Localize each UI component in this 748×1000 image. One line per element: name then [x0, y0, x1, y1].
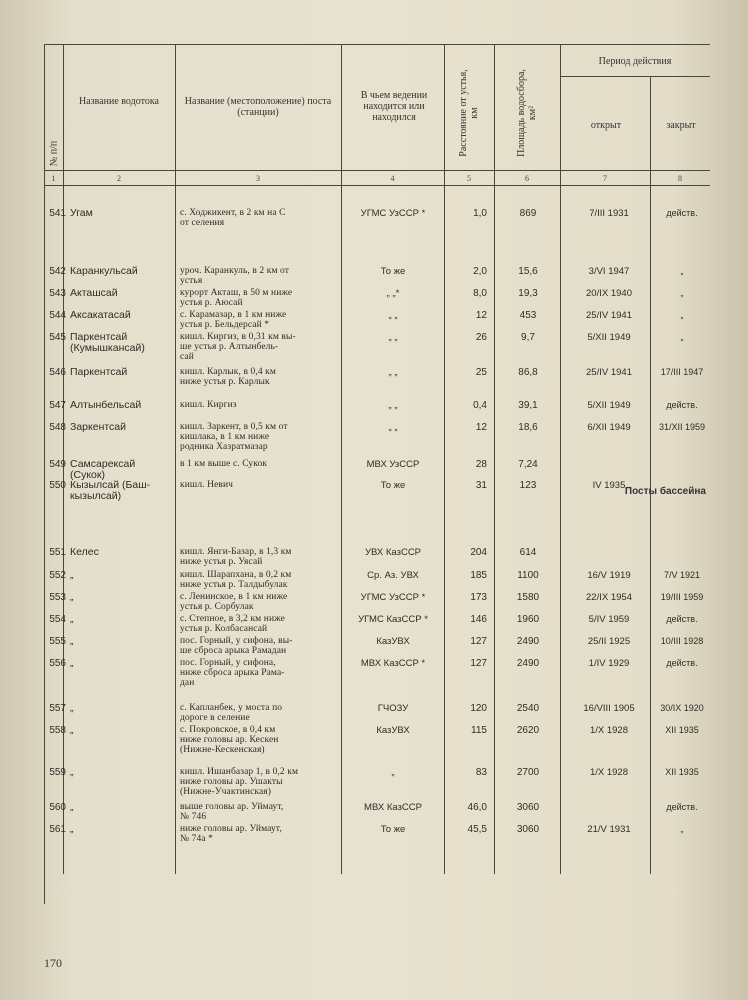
distance-from-mouth: 1,0: [473, 208, 487, 219]
closed-date: действ.: [666, 802, 698, 812]
post-location-line: с. Карамазар, в 1 км ниже: [180, 310, 287, 320]
closed-date: 17/III 1947: [660, 367, 704, 377]
post-location-line: пос. Горный, у сифона,: [180, 658, 276, 668]
catchment-area: 453: [519, 310, 537, 321]
column-divider: [341, 44, 342, 874]
post-location-line: выше головы ар. Уймаут,: [180, 802, 284, 812]
closed-date: действ.: [666, 208, 698, 218]
post-location: [180, 367, 340, 387]
watercourse-name-line: Келес: [70, 546, 99, 558]
post-location: [180, 703, 340, 723]
watercourse-name-line: „: [70, 823, 74, 835]
row-number: 549: [49, 459, 66, 470]
post-location: [180, 266, 340, 286]
catchment-area: 86,8: [518, 367, 538, 378]
post-location-line: устья р. Аюсай: [180, 298, 243, 308]
watercourse-name: [70, 824, 174, 835]
row-number: 555: [49, 636, 66, 647]
opened-date: 25/IV 1941: [586, 367, 632, 378]
catchment-area: 15,6: [518, 266, 538, 277]
watercourse-name: [70, 658, 174, 669]
row-number: 545: [49, 332, 66, 343]
row-number: 550: [49, 480, 66, 491]
post-location-line: (Нижне-Учактинская): [180, 787, 272, 797]
opened-date: 1/X 1928: [589, 725, 629, 736]
closed-date: действ.: [666, 658, 698, 668]
column-number: 2: [117, 174, 121, 183]
catchment-area: 2620: [516, 725, 540, 736]
organization: „ „: [388, 367, 398, 378]
post-location-line: кишл. Заркент, в 0,5 км от: [180, 422, 288, 432]
column-number: 1: [51, 174, 56, 183]
post-location: [180, 614, 340, 634]
post-location-line: ниже головы ар. Ушакты: [180, 777, 283, 787]
column-divider: [175, 44, 176, 874]
opened-date: 21/V 1931: [587, 824, 631, 835]
post-location-line: кишл. Невич: [180, 480, 234, 490]
column-number: 5: [467, 174, 471, 183]
column-divider: [444, 44, 445, 874]
post-location-line: дороге в селение: [180, 713, 250, 723]
post-location: [180, 824, 340, 844]
organization: „ „: [388, 422, 398, 433]
watercourse-name-line: „: [70, 657, 74, 669]
page-number: 170: [44, 956, 62, 970]
watercourse-name-line: Акташсай: [70, 287, 118, 299]
opened-date: 1/X 1928: [589, 767, 629, 778]
catchment-area: 2490: [516, 636, 540, 647]
catchment-area: 39,1: [518, 400, 538, 411]
watercourse-name: [70, 703, 174, 714]
organization: То же: [380, 266, 406, 277]
distance-from-mouth: 12: [475, 422, 487, 433]
distance-from-mouth: 127: [470, 658, 487, 669]
watercourse-name-line: (Сукок): [70, 469, 105, 481]
opened-date: 5/IV 1959: [588, 614, 630, 625]
distance-from-mouth: 185: [470, 570, 487, 581]
watercourse-name: [70, 636, 174, 647]
row-number: 548: [49, 422, 66, 433]
closed-date: 10/III 1928: [660, 636, 704, 646]
distance-from-mouth: 31: [475, 480, 487, 491]
header-bottom-rule: [44, 170, 710, 171]
row-number: 541: [49, 208, 66, 219]
closed-date: XII 1935: [665, 725, 699, 735]
watercourse-name-line: „: [70, 569, 74, 581]
post-location-line: устья: [180, 276, 203, 286]
closed-date: 19/III 1959: [660, 592, 704, 602]
closed-date: действ.: [666, 400, 698, 410]
column-divider: [494, 44, 495, 874]
organization: „: [391, 767, 395, 778]
post-location: [180, 480, 340, 490]
organization: ГЧОЗУ: [377, 703, 409, 714]
distance-from-mouth: 120: [470, 703, 487, 714]
organization: „ „*: [386, 288, 400, 299]
column-number: 3: [256, 174, 260, 183]
catchment-area: 614: [519, 547, 537, 558]
column-number: 8: [678, 174, 682, 183]
watercourse-name-line: „: [70, 724, 74, 736]
row-number: 546: [49, 367, 66, 378]
catchment-area: 3060: [516, 824, 540, 835]
post-location-line: ниже головы ар. Кескен: [180, 735, 279, 745]
row-number: 559: [49, 767, 66, 778]
watercourse-name-line: Алтынбельсай: [70, 399, 142, 411]
closed-date: „: [680, 288, 684, 298]
watercourse-name-line: „: [70, 702, 74, 714]
post-location-line: дан: [180, 678, 195, 688]
post-location-line: № 74а *: [180, 834, 213, 844]
catchment-area: 1580: [516, 592, 540, 603]
closed-date: 30/IX 1920: [660, 703, 704, 713]
row-number: 558: [49, 725, 66, 736]
post-location-line: устья р. Бельдерсай *: [180, 320, 270, 330]
opened-date: 16/VIII 1905: [583, 703, 635, 714]
watercourse-name-line: Паркентсай: [70, 366, 128, 378]
post-location-line: ше сброса арыка Рамадан: [180, 646, 287, 656]
post-location-line: кишл. Янги-Базар, в 1,3 км: [180, 547, 292, 557]
column-divider: [560, 44, 561, 874]
catchment-area: 2540: [516, 703, 540, 714]
distance-from-mouth: 146: [470, 614, 487, 625]
post-location-line: № 746: [180, 812, 207, 822]
organization: Ср. Аз. УВХ: [367, 570, 419, 581]
post-location: [180, 208, 340, 228]
watercourse-name: [70, 767, 174, 778]
post-location: [180, 658, 340, 688]
distance-from-mouth: 204: [470, 547, 487, 558]
header-closed: закрыт: [666, 120, 696, 131]
post-location-line: ниже сброса арыка Рама-: [180, 668, 285, 678]
table-top-border: [44, 44, 710, 45]
watercourse-name: [70, 288, 174, 299]
organization: МВХ КазССР *: [360, 658, 426, 669]
post-location-line: ше устья р. Алтынбель-: [180, 342, 279, 352]
watercourse-name: [70, 592, 174, 603]
watercourse-name: [70, 614, 174, 625]
opened-date: 5/XII 1949: [587, 400, 631, 411]
post-location-line: кишл. Ишанбазар 1, в 0,2 км: [180, 767, 299, 777]
post-location: [180, 767, 340, 797]
closed-date: 31/XII 1959: [658, 422, 706, 432]
column-number-rule: [44, 185, 710, 186]
post-location-line: кишл. Киргиз: [180, 400, 237, 410]
row-number: 556: [49, 658, 66, 669]
post-location: [180, 288, 340, 308]
row-number: 542: [49, 266, 66, 277]
closed-date: XII 1935: [665, 767, 699, 777]
post-location-line: от селения: [180, 218, 225, 228]
watercourse-name: [70, 332, 174, 354]
organization: УГМС КазССР *: [358, 614, 428, 625]
distance-from-mouth: 173: [470, 592, 487, 603]
catchment-area: 1960: [516, 614, 540, 625]
organization: „ „: [388, 400, 398, 411]
watercourse-name: [70, 547, 174, 558]
watercourse-name-line: Каранкульсай: [70, 265, 138, 277]
watercourse-name-line: „: [70, 635, 74, 647]
watercourse-name-line: „: [70, 801, 74, 813]
organization: УВХ КазССР: [364, 547, 422, 558]
watercourse-name-line: Паркентсай: [70, 331, 128, 343]
closed-date: „: [680, 824, 684, 834]
distance-from-mouth: 2,0: [473, 266, 487, 277]
watercourse-name: [70, 570, 174, 581]
post-location: [180, 636, 340, 656]
post-location-line: устья р. Колбасансай: [180, 624, 268, 634]
distance-from-mouth: 28: [475, 459, 487, 470]
header-catchment-area: Площадь водосбора, км²: [516, 69, 538, 157]
opened-date: 25/IV 1941: [586, 310, 632, 321]
section-title: Посты бассейна: [624, 486, 706, 497]
post-location-line: в 1 км выше с. Сукок: [180, 459, 268, 469]
watercourse-name-line: Угам: [70, 207, 93, 219]
organization: МВХ КазССР: [364, 802, 422, 813]
watercourse-name: [70, 367, 174, 378]
column-number: 4: [390, 174, 395, 183]
watercourse-name: [70, 208, 174, 219]
watercourse-name: [70, 459, 174, 481]
distance-from-mouth: 0,4: [473, 400, 487, 411]
row-number: 547: [49, 400, 66, 411]
catchment-area: 3060: [516, 802, 540, 813]
post-location-line: ниже устья р. Талдыбулак: [180, 580, 288, 590]
opened-date: 3/VI 1947: [588, 266, 630, 277]
distance-from-mouth: 8,0: [473, 288, 487, 299]
period-subheader-rule: [560, 76, 710, 77]
post-location-line: пос. Горный, у сифона, вы-: [180, 636, 293, 646]
post-location: [180, 802, 340, 822]
opened-date: 6/XII 1949: [587, 422, 631, 433]
post-location-line: ниже устья р. Карлык: [180, 377, 270, 387]
stations-table: [44, 44, 710, 964]
closed-date: „: [680, 310, 684, 320]
row-number: 557: [49, 703, 66, 714]
organization: „ „: [388, 332, 398, 343]
watercourse-name-line: кызылсай): [70, 490, 122, 502]
catchment-area: 9,7: [521, 332, 535, 343]
post-location-line: кишлака, в 1 км ниже: [180, 432, 270, 442]
closed-date: действ.: [666, 614, 698, 624]
watercourse-name-line: Заркентсай: [70, 421, 127, 433]
post-location-line: с. Капланбек, у моста по: [180, 703, 283, 713]
opened-date: 5/XII 1949: [587, 332, 631, 343]
watercourse-name: [70, 480, 174, 502]
watercourse-name: [70, 310, 174, 321]
distance-from-mouth: 45,5: [467, 824, 487, 835]
catchment-area: 123: [519, 480, 537, 491]
post-location-line: с. Покровское, в 0,4 км: [180, 725, 276, 735]
header-post: Название (местоположение) поста (станции): [184, 96, 332, 118]
post-location: [180, 422, 340, 452]
watercourse-name: [70, 725, 174, 736]
opened-date: 7/III 1931: [589, 208, 629, 219]
organization: МВХ УзССР: [366, 459, 420, 470]
closed-date: 7/V 1921: [663, 570, 701, 580]
organization: То же: [380, 824, 406, 835]
distance-from-mouth: 127: [470, 636, 487, 647]
distance-from-mouth: 12: [475, 310, 487, 321]
watercourse-name-line: (Кумышкансай): [70, 342, 145, 354]
post-location-line: кишл. Шарапхана, в 0,2 км: [180, 570, 292, 580]
header-distance: Расстояние от устья, км: [458, 69, 480, 157]
header-organization: В чьем ведении находится или находился: [360, 90, 428, 123]
distance-from-mouth: 115: [471, 725, 487, 736]
distance-from-mouth: 26: [475, 332, 487, 343]
post-location: [180, 400, 340, 410]
post-location: [180, 332, 340, 362]
opened-date: 1/IV 1929: [588, 658, 630, 669]
organization: То же: [380, 480, 406, 491]
watercourse-name-line: Кызылсай (Баш-: [70, 479, 151, 491]
watercourse-name-line: „: [70, 591, 74, 603]
header-opened: открыт: [590, 120, 622, 131]
watercourse-name-line: Самсарексай: [70, 458, 136, 470]
catchment-area: 18,6: [518, 422, 538, 433]
distance-from-mouth: 83: [475, 767, 487, 778]
header-watercourse: Название водотока: [79, 96, 159, 107]
distance-from-mouth: 25: [475, 367, 487, 378]
post-location-line: уроч. Каранкуль, в 2 км от: [180, 266, 290, 276]
organization: КазУВХ: [376, 636, 410, 647]
watercourse-name-line: „: [70, 613, 74, 625]
catchment-area: 1100: [517, 570, 539, 581]
post-location-line: сай: [180, 352, 194, 362]
opened-date: 22/IX 1954: [586, 592, 632, 603]
column-number: 7: [603, 174, 607, 183]
post-location-line: (Нижне-Кескенская): [180, 745, 265, 755]
post-location-line: с. Степное, в 3,2 км ниже: [180, 614, 285, 624]
watercourse-name: [70, 266, 174, 277]
post-location-line: устья р. Сорбулак: [180, 602, 254, 612]
catchment-area: 2700: [516, 767, 540, 778]
row-number: 551: [49, 547, 66, 558]
post-location-line: ниже головы ар. Уймаут,: [180, 824, 282, 834]
distance-from-mouth: 46,0: [467, 802, 487, 813]
post-location: [180, 459, 340, 469]
watercourse-name: [70, 802, 174, 813]
post-location-line: родника Хазратмазар: [180, 442, 268, 452]
row-number: 553: [49, 592, 66, 603]
header-number: № п/п: [48, 140, 60, 167]
organization: УГМС УзССР *: [360, 208, 426, 219]
catchment-area: 7,24: [518, 459, 538, 470]
catchment-area: 19,3: [518, 288, 538, 299]
post-location: [180, 570, 340, 590]
row-number: 554: [49, 614, 66, 625]
opened-date: 16/V 1919: [587, 570, 631, 581]
post-location: [180, 310, 340, 330]
watercourse-name: [70, 400, 174, 411]
post-location-line: с. Ходжикент, в 2 км на С: [180, 208, 286, 218]
row-number: 560: [49, 802, 66, 813]
organization: КазУВХ: [376, 725, 410, 736]
row-number: 544: [49, 310, 66, 321]
watercourse-name-line: „: [70, 766, 74, 778]
column-number: 6: [525, 174, 529, 183]
catchment-area: 2490: [516, 658, 540, 669]
row-number: 552: [49, 570, 66, 581]
opened-date: IV 1935: [592, 480, 626, 491]
post-location-line: кишл. Киргиз, в 0,31 км вы-: [180, 332, 296, 342]
closed-date: „: [680, 266, 684, 276]
catchment-area: 869: [519, 208, 537, 219]
opened-date: 25/II 1925: [587, 636, 631, 647]
opened-date: 20/IX 1940: [586, 288, 632, 299]
post-location: [180, 725, 340, 755]
organization: „ „: [388, 310, 398, 321]
organization: УГМС УзССР *: [360, 592, 426, 603]
post-location-line: кишл. Карлык, в 0,4 км: [180, 367, 276, 377]
watercourse-name-line: Аксакатасай: [70, 309, 131, 321]
post-location: [180, 592, 340, 612]
row-number: 543: [49, 288, 66, 299]
post-location-line: с. Ленинское, в 1 км ниже: [180, 592, 288, 602]
column-divider: [650, 76, 651, 874]
watercourse-name: [70, 422, 174, 433]
post-location-line: курорт Акташ, в 50 м ниже: [180, 288, 293, 298]
header-period: Период действия: [598, 56, 672, 67]
post-location-line: ниже устья р. Уясай: [180, 557, 263, 567]
row-number: 561: [49, 824, 66, 835]
post-location: [180, 547, 340, 567]
closed-date: „: [680, 332, 684, 342]
